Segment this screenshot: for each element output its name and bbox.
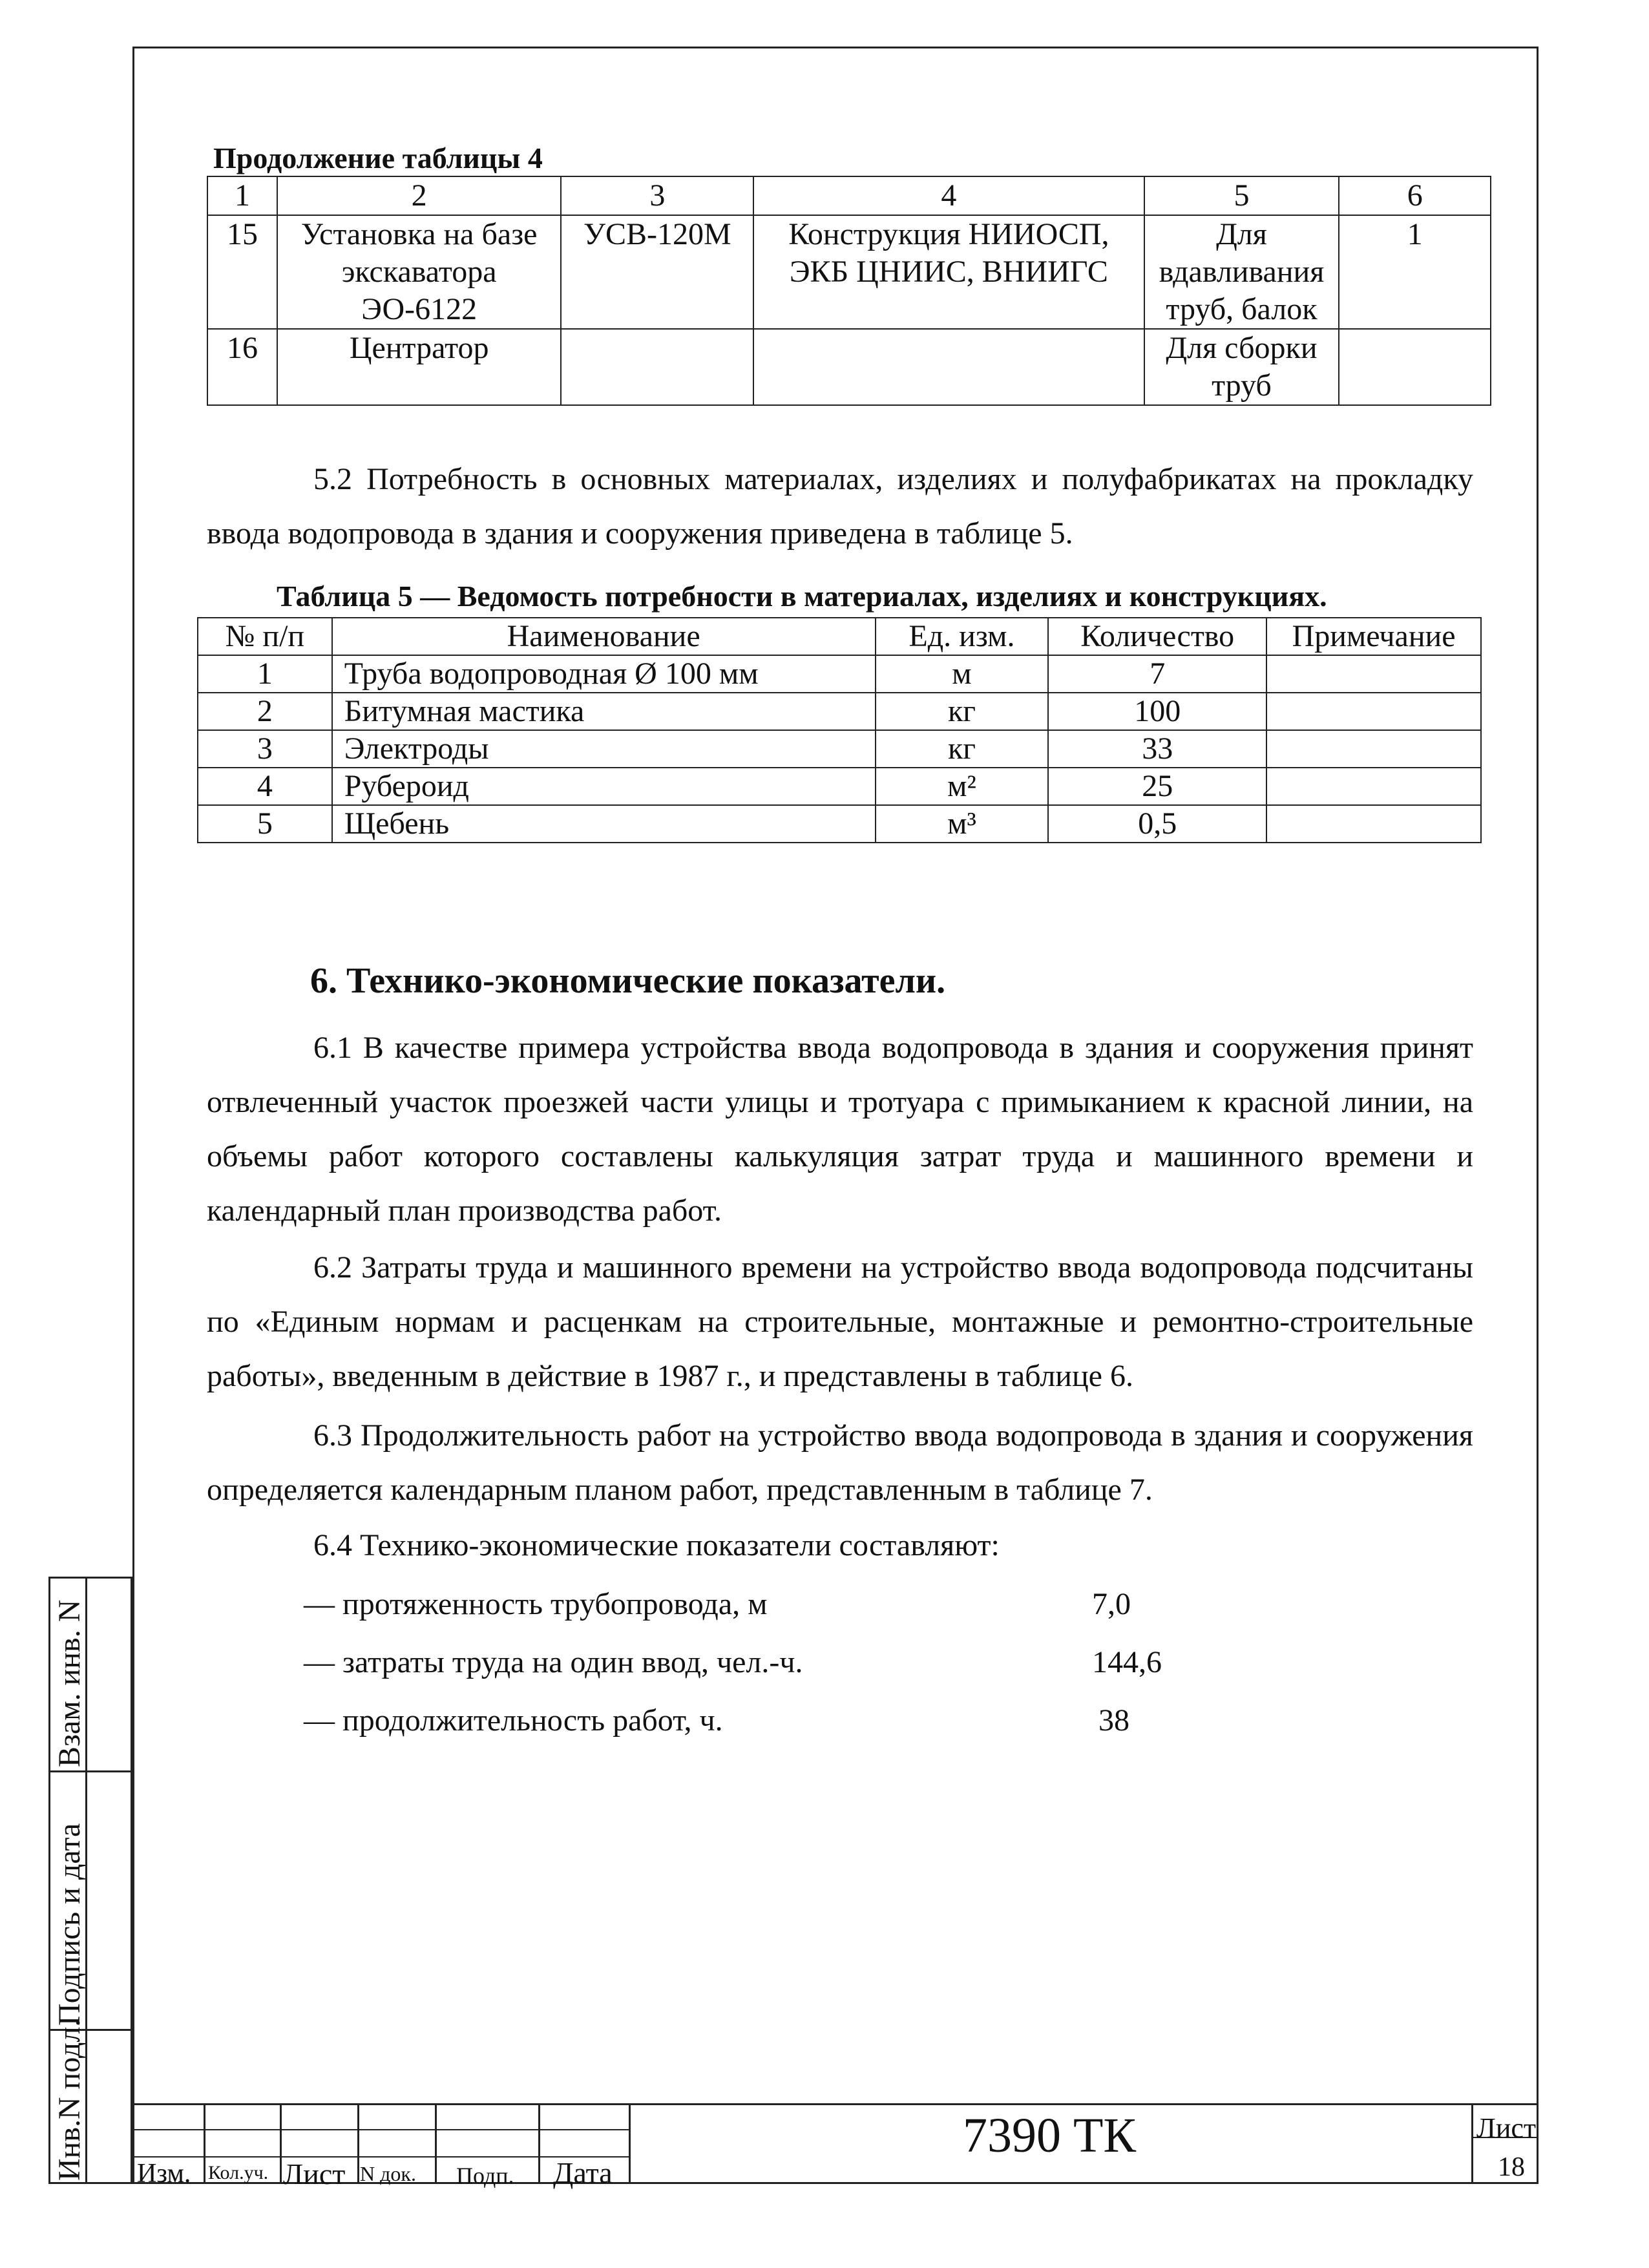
paragraph-6-4: 6.4 Технико-экономические показатели составляют: [313,1528,1000,1562]
table5-cell: кг [876,730,1049,768]
paragraph-6-2: 6.2 Затраты труда и машинного времени на устройство ввода водопровода подсчитаны по «Единым нормам и расценкам на строительные, монтажные и ремонтно-строительные работы», введенным в действие в 1987 г., и представлены в таблице 6. [207,1250,1473,1393]
table5-cell: м [876,655,1049,693]
table5-cell: Рубероид [332,768,876,805]
sheet-number: 18 [1498,2152,1525,2182]
table4-header-cell: 6 [1339,176,1491,215]
table4-cell [1339,329,1491,405]
indicator-label: — затраты труда на один ввод, чел.-ч. [304,1645,803,1679]
table4-header-cell: 1 [207,176,277,215]
table4-cell: УСВ-120М [561,215,753,329]
table5-cell: 2 [198,693,332,730]
table4-cell: Конструкция НИИОСП, ЭКБ ЦНИИС, ВНИИГС [753,215,1144,329]
table5-cell [1266,655,1481,693]
table4-header-cell: 2 [277,176,562,215]
table5-header-cell: Ед. изм. [876,618,1049,655]
table4-cell [561,329,753,405]
indicator-label: — протяженность трубопровода, м [304,1587,768,1621]
table4-header-cell: 4 [753,176,1144,215]
table5-cell [1266,768,1481,805]
table4-header-cell: 3 [561,176,753,215]
table-row [198,730,1481,768]
table4-cell: 16 [207,329,277,405]
table5-header-cell: Наименование [332,618,876,655]
table5-cell: Труба водопроводная Ø 100 мм [332,655,876,693]
document-code: 7390 ТК [963,2108,1137,2163]
title-block-col-ndok: N док. [360,2162,416,2185]
table5-cell: 5 [198,805,332,843]
table5-cell: Электроды [332,730,876,768]
divider [48,1770,132,1772]
table5-cell [1266,693,1481,730]
indicator-value: 144,6 [1092,1645,1162,1679]
sheet-label: Лист [1476,2112,1537,2144]
table4 [207,176,1491,406]
paragraph-6-3: 6.3 Продолжительность работ на устройство ввода водопровода в здания и сооружения определяется календарным планом работ, представленным в таблице 7. [207,1418,1473,1507]
table5-cell: м² [876,768,1049,805]
paragraph-5-2: 5.2 Потребность в основных материалах, изделиях и полуфабрикатах на прокладку ввода водопровода в здания и сооружения приведена в таблице 5. [207,462,1473,551]
title-block-col-list: Лист [283,2158,346,2190]
indicator-value: 7,0 [1092,1587,1131,1621]
table5-header-row [198,618,1481,655]
table4-cell: 15 [207,215,277,329]
table5-cell [1266,730,1481,768]
table4-cell: Установка на базе экскаватора ЭО-6122 [277,215,562,329]
table5-cell: 33 [1048,730,1266,768]
table4-cell: Для сборки труб [1144,329,1339,405]
table-row [198,655,1481,693]
title-block-col-koluch: Кол.уч. [208,2162,269,2183]
table5-cell: 3 [198,730,332,768]
side-stamp-vzam: Взам. инв. N [52,1599,87,1767]
side-stamp-podpis: Подпись и дата [52,1823,87,2026]
table4-cell: Центратор [277,329,562,405]
title-block-col-data: Дата [553,2156,613,2189]
title-block-col-podp: Подп. [456,2163,514,2189]
table5-cell: 1 [198,655,332,693]
table5-header-cell: Примечание [1266,618,1481,655]
table5-cell: 25 [1048,768,1266,805]
table-row [207,329,1491,405]
side-stamp-inv: Инв.N подл. [52,2019,87,2181]
paragraph-6-1: 6.1 В качестве примера устройства ввода водопровода в здания и сооружения принят отвлеченный участок проезжей части улицы и тротуара с примыканием к красной линии, на объемы работ которого составлены калькуляция затрат труда и машинного времени и календарный план производства работ. [207,1031,1473,1228]
indicator-value: 38 [1098,1703,1129,1738]
table5-header-cell: № п/п [198,618,332,655]
table4-caption: Продолжение таблицы 4 [213,142,543,174]
table5-cell: Щебень [332,805,876,843]
table-row [207,215,1491,329]
table5-cell: кг [876,693,1049,730]
table4-cell [753,329,1144,405]
table4-header-row [207,176,1491,215]
table-row [198,805,1481,843]
table5-header-cell: Количество [1048,618,1266,655]
table4-cell: 1 [1339,215,1491,329]
table5-cell: 4 [198,768,332,805]
table5-caption: Таблица 5 — Ведомость потребности в материалах, изделиях и конструкциях. [277,580,1327,613]
section-heading: 6. Технико-экономические показатели. [310,961,946,1001]
table5-cell: 7 [1048,655,1266,693]
table4-header-cell: 5 [1144,176,1339,215]
table4-cell: Для вдавливания труб, балок [1144,215,1339,329]
table5-cell: м³ [876,805,1049,843]
table5-cell: Битумная мастика [332,693,876,730]
indicator-label: — продолжительность работ, ч. [304,1703,723,1738]
table-row [198,693,1481,730]
table5-cell [1266,805,1481,843]
table5 [197,617,1482,843]
table5-cell: 100 [1048,693,1266,730]
title-block-col-izm: Изм. [137,2159,191,2189]
table5-cell: 0,5 [1048,805,1266,843]
table-row [198,768,1481,805]
